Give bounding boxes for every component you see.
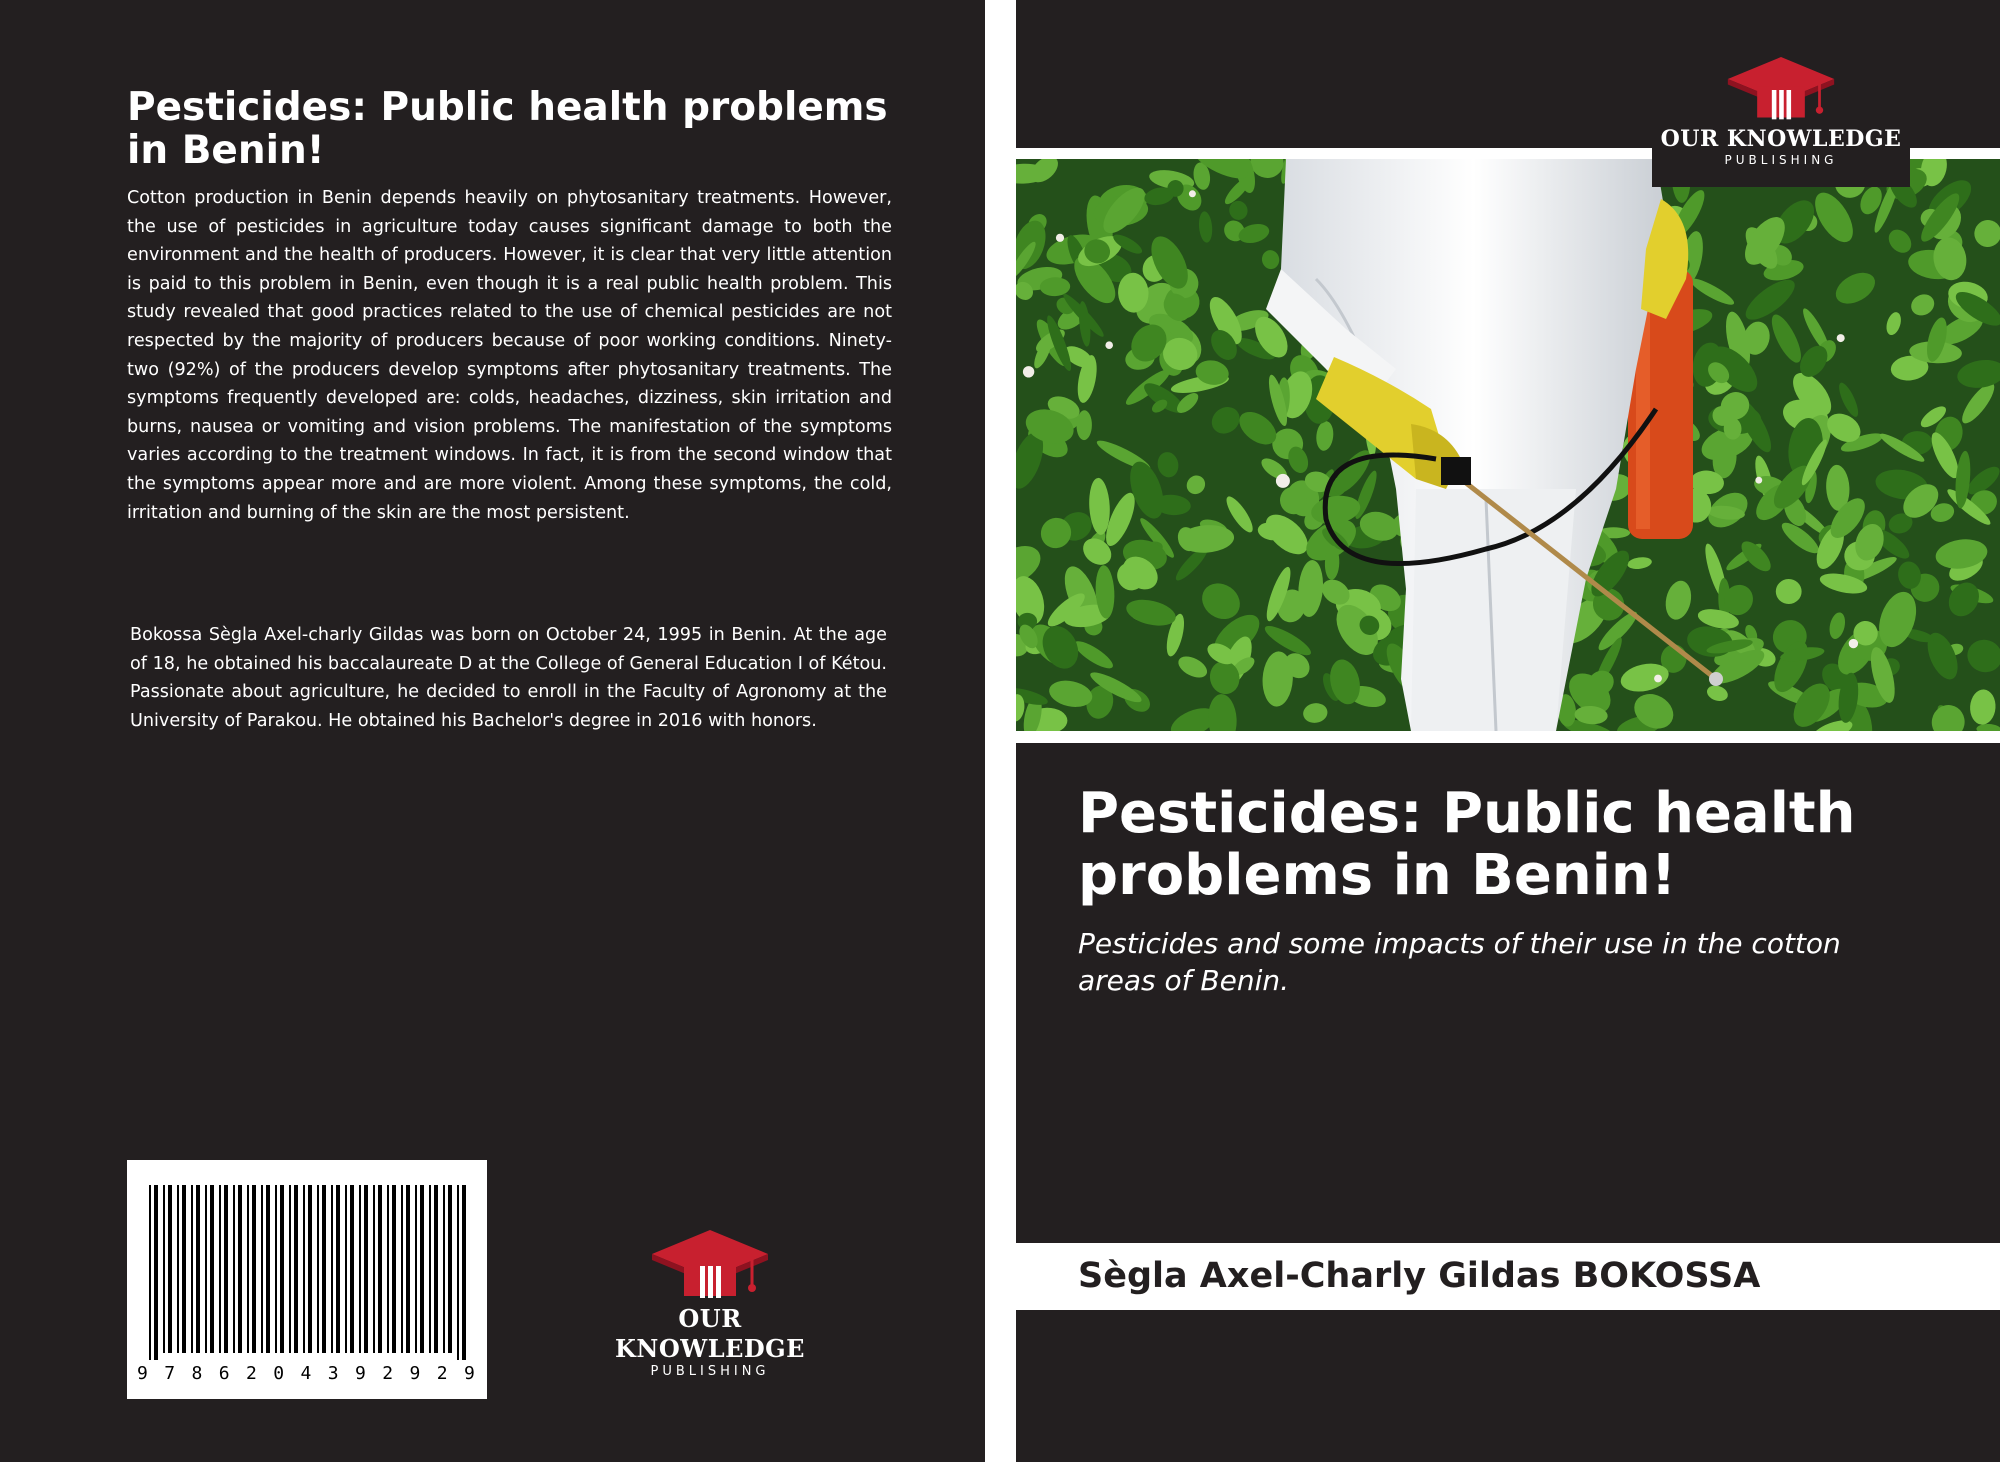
author-biography: Bokossa Sègla Axel-charly Gildas was born on October 24, 1995 in Benin. At the age of 18, he obtained his baccalaureate D at the College of General Education I of Kétou. Passionate about agriculture, he decided to enroll in the Faculty of Agronomy at the University of Parakou. He obtained his Bachelor's degree in 2016 with honors. <box>130 625 887 731</box>
publisher-sub: PUBLISHING <box>1724 153 1838 167</box>
barcode-bars <box>127 1160 487 1360</box>
barcode-digit: 4 <box>300 1363 314 1384</box>
barcode-digit: 0 <box>273 1363 287 1384</box>
graduation-cap-icon <box>1726 55 1836 125</box>
back-cover-summary: Cotton production in Benin depends heavily on phytosanitary treatments. However, the use of pesticides in agriculture today causes significant damage to both the environment and the health of producers. However, it is clear that very little attention is paid to this problem in Benin, even though it is a real public health problem. This study revealed that good practices related to the use of chemical pesticides are not respected by the majority of producers because of poor working conditions. Ninety-two (92%) of the producers develop symptoms after phytosanitary treatments. The symptoms frequently developed are: colds, headaches, dizziness, skin irritation and burns, nausea or vomiting and vision problems. The manifestation of the symptoms varies according to the treatment windows. In fact, it is from the second window that the symptoms appear more and are more violent. Among these symptoms, the cold, irritation and burning of the skin are the most persistent. <box>127 188 892 523</box>
barcode-digit: 2 <box>382 1363 396 1384</box>
barcode-digit: 7 <box>164 1363 178 1384</box>
field-illustration <box>1016 159 2000 731</box>
author-name: Sègla Axel-Charly Gildas BOKOSSA <box>1078 1256 1761 1296</box>
publisher-name: OUR KNOWLEDGE <box>1660 126 1902 152</box>
publisher-logo-front <box>1652 55 1910 167</box>
graduation-cap-icon <box>650 1228 770 1304</box>
barcode-digit: 9 <box>409 1363 423 1384</box>
barcode-digits <box>137 1363 477 1384</box>
barcode-digit: 2 <box>436 1363 450 1384</box>
barcode-digit: 9 <box>137 1363 150 1384</box>
author-band <box>1016 1243 2000 1310</box>
publisher-logo-back <box>580 1228 840 1380</box>
middle-divider-stripe <box>1016 731 2000 743</box>
front-cover-subtitle: Pesticides and some impacts of their use in the cotton areas of Benin. <box>1078 927 1841 997</box>
barcode-digit: 8 <box>191 1363 205 1384</box>
publisher-logo-box <box>1652 45 1910 187</box>
barcode-digit: 6 <box>218 1363 232 1384</box>
back-cover-title: Pesticides: Public health problems in Benin! <box>127 85 888 173</box>
barcode-digit: 2 <box>246 1363 259 1384</box>
barcode-digit: 9 <box>464 1363 477 1384</box>
publisher-name: OUR KNOWLEDGE <box>615 1304 805 1363</box>
barcode-digit: 3 <box>327 1363 341 1384</box>
isbn-barcode <box>127 1160 487 1399</box>
front-cover-title: Pesticides: Public health problems in Benin! <box>1078 781 1856 908</box>
barcode-digit: 9 <box>355 1363 368 1384</box>
cover-photo-pesticide-sprayer <box>1016 159 2000 731</box>
spine-gap <box>985 0 1016 1462</box>
publisher-sub: PUBLISHING <box>650 1364 770 1379</box>
